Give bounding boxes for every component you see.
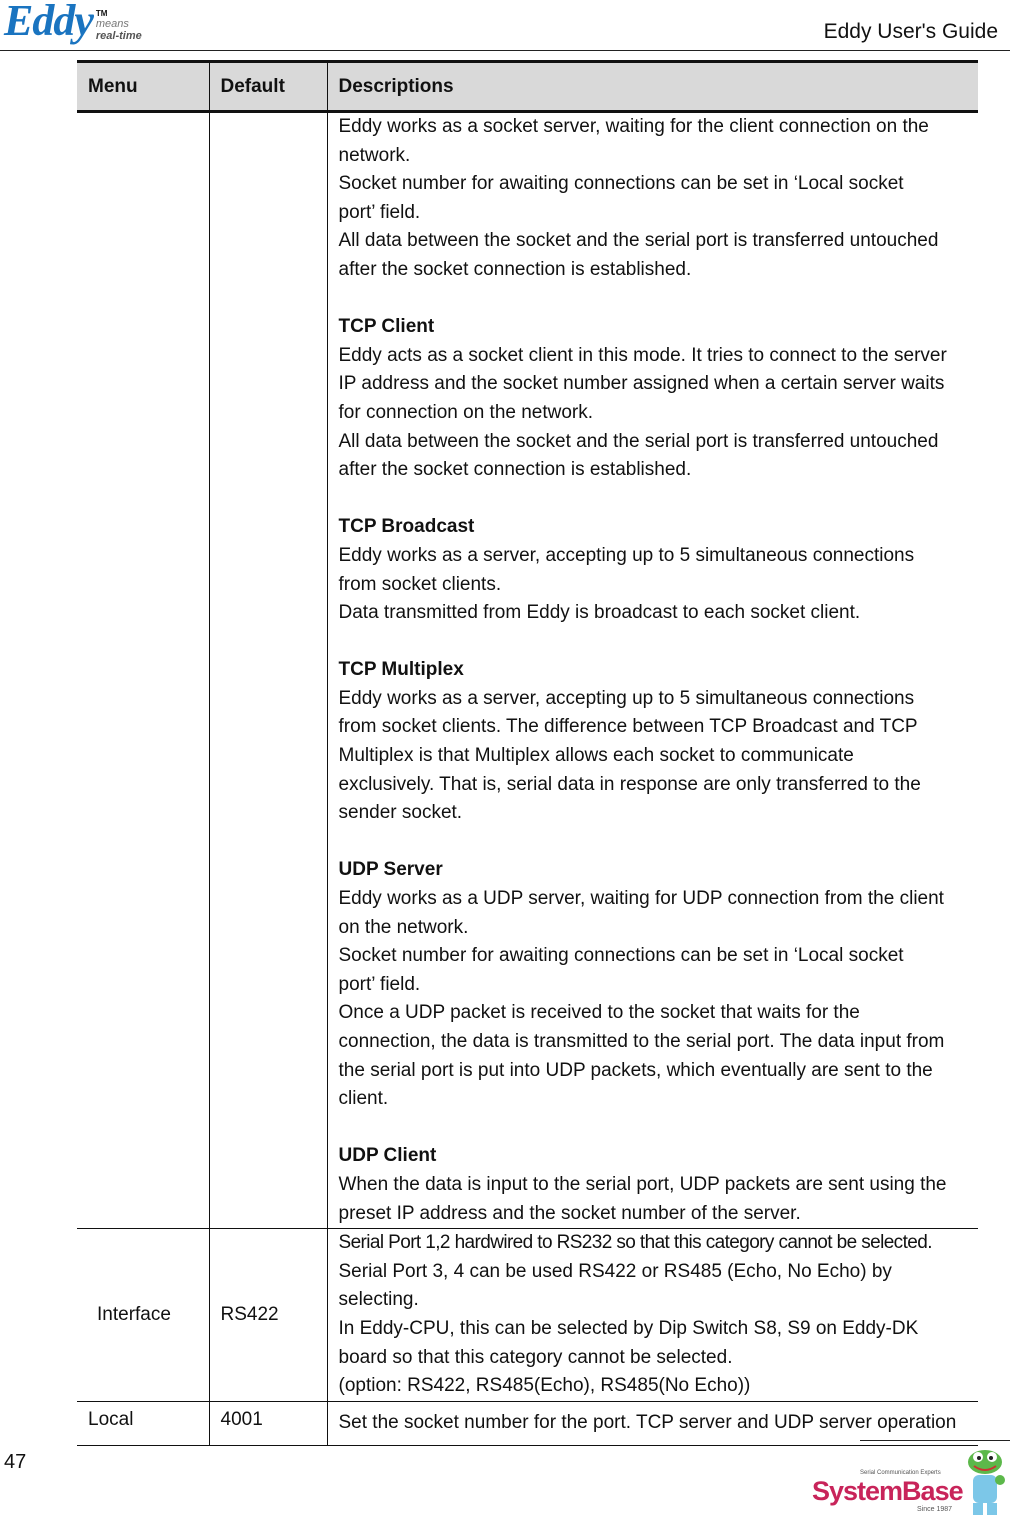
cell-default [209,112,327,1229]
header-divider [0,50,1010,51]
description-line: Eddy works as a server, accepting up to 5 simultaneous connections [338,687,915,709]
description-line: All data between the socket and the serial port is transferred untouched [338,430,939,452]
cell-menu [77,112,209,1229]
mode-heading: UDP Client [338,1145,437,1167]
description-line: When the data is input to the serial port, UDP packets are sent using the [338,1173,947,1195]
description-line: Data transmitted from Eddy is broadcast to each socket client. [338,602,861,624]
description-line: Multiplex is that Multiplex allows each socket to communicate [338,745,854,767]
description-line: from socket clients. The difference between TCP Broadcast and TCP [338,716,918,738]
column-header-default: Default [209,62,327,112]
description-line: preset IP address and the socket number of the server. [338,1202,801,1224]
blank-line [339,828,979,857]
table-row [77,112,978,1229]
description-line: sender socket. [338,802,463,824]
cell-description [327,1229,978,1402]
brand-since: Since 1987 [917,1506,953,1513]
description-line: Eddy works as a UDP server, waiting for UDP connection from the client [338,888,944,910]
blank-line [339,285,979,314]
description-line: port’ field. [338,201,421,223]
logo-sub: real-time [95,30,142,42]
description-line: Eddy acts as a socket client in this mode. It tries to connect to the server [338,344,947,366]
description-line: Once a UDP packet is received to the socket that waits for the [338,1002,860,1024]
logo-text: Eddy [4,0,93,45]
mode-heading: UDP Server [338,859,443,881]
description-line: after the socket connection is established. [338,459,692,481]
description-line: network. [338,144,411,166]
description-line: Serial Port 3, 4 can be used RS422 or RS485 (Echo, No Echo) by [338,1260,892,1282]
systembase-logo [812,1470,962,1516]
cell-default: RS422 [209,1229,327,1402]
mode-heading: TCP Multiplex [338,659,464,681]
description-line: Serial Port 1,2 hardwired to RS232 so that this category cannot be selected. [338,1232,932,1254]
logo-subtext-group [96,9,142,44]
description-line: Eddy works as a server, accepting up to 5 simultaneous connections [338,544,915,566]
mode-heading: TCP Broadcast [338,516,475,538]
description-line: (option: RS422, RS485(Echo), RS485(No Echo)) [338,1375,751,1397]
description-line: board so that this category cannot be selected. [338,1346,733,1368]
logo-sub: means [95,18,129,30]
column-header-descriptions: Descriptions [327,62,978,112]
logo-tm: TM [95,9,108,18]
settings-table [77,60,978,1446]
description-line: In Eddy-CPU, this can be selected by Dip Switch S8, S9 on Eddy-DK [338,1317,919,1339]
page-number: 47 [4,1451,27,1473]
description-line: from socket clients. [338,573,502,595]
description-line: on the network. [338,916,469,938]
frog-mascot-icon [964,1448,1006,1516]
cell-menu: Local [77,1402,209,1446]
cell-default: 4001 [209,1402,327,1446]
description-line: for connection on the network. [338,401,594,423]
description-line: exclusively. That is, serial data in response are only transferred to the [338,773,921,795]
blank-line [339,1114,979,1143]
description-line: Socket number for awaiting connections can be set in ‘Local socket [338,173,904,195]
description-line: Socket number for awaiting connections can be set in ‘Local socket [338,945,904,967]
table-row [77,1402,978,1446]
description-line: client. [338,1088,389,1110]
description-line: IP address and the socket number assigned when a certain server waits [338,373,945,395]
document-title: Eddy User's Guide [823,20,998,43]
footer-divider [860,1440,1010,1441]
blank-line [339,485,979,514]
eddy-logo [4,0,142,44]
brand-name: SystemBase [812,1476,963,1506]
description-line: All data between the socket and the serial port is transferred untouched [338,230,939,252]
description-line: after the socket connection is established. [338,258,692,280]
description-line: selecting. [338,1289,419,1311]
blank-line [339,628,979,657]
mode-heading: TCP Client [338,316,435,338]
description-line: Eddy works as a socket server, waiting for the client connection on the [338,116,929,137]
brand-tagline: Serial Communication Experts [860,1470,941,1476]
description-line: Set the socket number for the port. TCP server and UDP server operation [338,1412,957,1434]
cell-menu: Interface [77,1229,209,1402]
table-row [77,1229,978,1402]
cell-description [327,112,978,1229]
description-line: the serial port is put into UDP packets, which eventually are sent to the [338,1059,933,1081]
description-line: port’ field. [338,973,421,995]
column-header-menu: Menu [77,62,209,112]
description-line: connection, the data is transmitted to the serial port. The data input from [338,1031,945,1052]
